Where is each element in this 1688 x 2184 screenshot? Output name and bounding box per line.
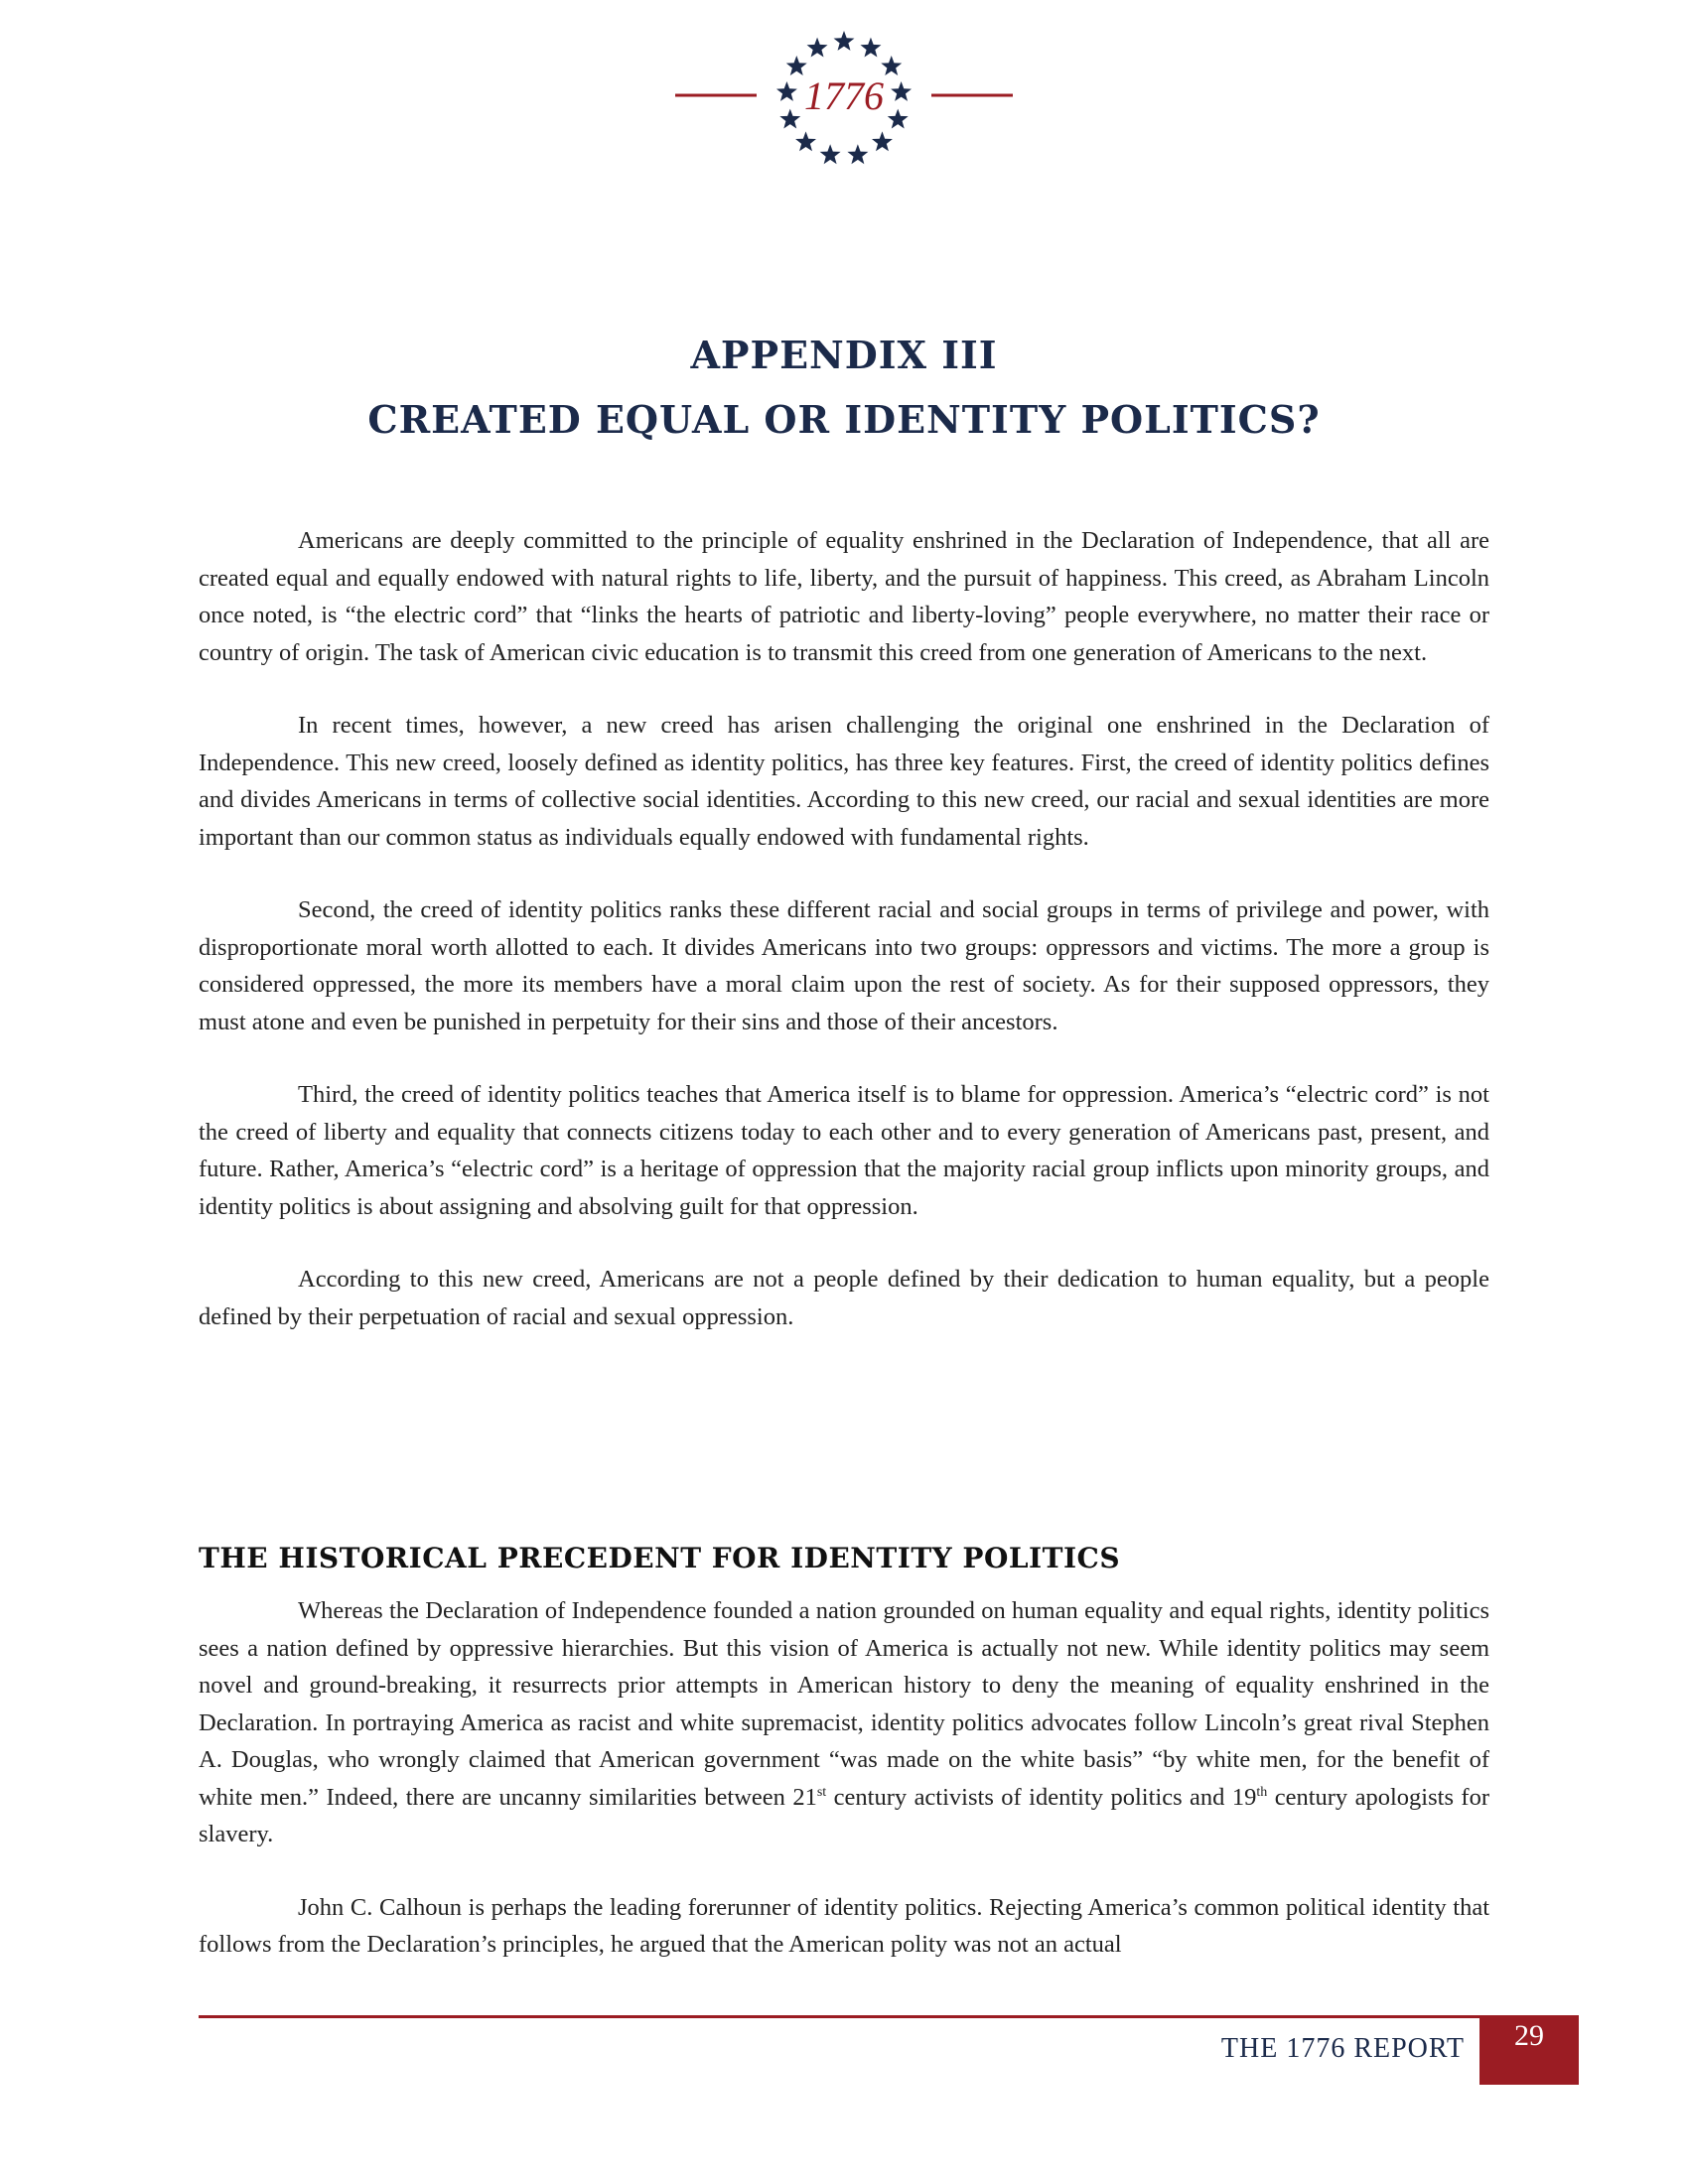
paragraph: According to this new creed, Americans are not a people defined by their dedication to human equality, but a people defined by their perpetuation of racial and sexual oppression. xyxy=(199,1266,1489,1330)
ordinal-suffix: st xyxy=(816,1784,827,1800)
star-icon xyxy=(860,38,881,58)
star-icon xyxy=(847,144,868,164)
paragraph: Second, the creed of identity politics ranks these different racial and social groups in terms of privilege and power, with disproportionate moral worth allotted to each. It divides Americans into two groups: oppressors and victims. The more a group is considered oppressed, the more its members have a moral claim upon the rest of society. As for their supposed oppressors, they must atone and even be punished in perpetuity for their sins and those of their ancestors. xyxy=(199,896,1489,1035)
page-number: 29 xyxy=(1479,2015,1579,2085)
paragraph: John C. Calhoun is perhaps the leading forerunner of identity politics. Rejecting America’s common political identity that follows from the Declaration’s principles, he argued that the American polity was not an actual xyxy=(199,1893,1489,1958)
paragraph: Americans are deeply committed to the principle of equality enshrined in the Declaration of Independence, that all are created equal and equally endowed with natural rights to life, liberty, and the pursuit of happiness. This creed, as Abraham Lincoln once noted, is “the electric cord” that “links the hearts of patriotic and liberty-loving” people everywhere, no matter their race or country of origin. The task of American civic education is to transmit this creed from one generation of Americans to the next. xyxy=(199,527,1489,666)
ordinal-suffix: th xyxy=(1256,1784,1268,1800)
page-title: CREATED EQUAL OR IDENTITY POLITICS? xyxy=(367,397,1321,442)
star-icon xyxy=(795,131,816,151)
appendix-label: APPENDIX III xyxy=(690,333,998,377)
star-icon xyxy=(834,31,855,51)
footer-report-title: THE 1776 REPORT xyxy=(1220,2033,1465,2064)
star-icon xyxy=(891,81,912,101)
seal-1776-icon xyxy=(665,28,1023,177)
paragraph-text: century activists of identity politics and 19 xyxy=(826,1783,1257,1811)
star-icon xyxy=(888,109,909,129)
paragraph-text: century apologists for slavery. xyxy=(199,1783,1490,1847)
paragraph: Third, the creed of identity politics teaches that America itself is to blame for oppression. America’s “electric cord” is not the creed of liberty and equality that connects citizens today to each other and to every generation of Americans past, present, and future. Rather, America’s “electric cord” is a heritage of oppression that the majority racial group inflicts upon minority groups, and identity politics is about assigning and absolving guilt for that oppression. xyxy=(199,1081,1489,1220)
intro-section xyxy=(199,522,1489,1371)
star-icon xyxy=(776,81,797,101)
paragraph-text: Whereas the Declaration of Independence founded a nation grounded on human equality and equal rights, identity politics sees a nation defined by oppressive hierarchies. But this vision of America is actually not new. While identity politics may seem novel and ground-breaking, it resurrects prior attempts in American history to deny the meaning of equality enshrined in the Declaration. In portraying America as racist and white supremacist, identity politics advocates follow Lincoln’s great rival Stephen A. Douglas, who wrongly claimed that American government “was made on the white basis” “by white men, for the benefit of white men.” Indeed, there are uncanny similarities between 21 xyxy=(199,1597,1489,1811)
star-icon xyxy=(807,38,828,58)
star-icon xyxy=(881,56,902,75)
logo-year: 1776 xyxy=(804,73,884,118)
star-icon xyxy=(779,109,800,129)
star-icon xyxy=(786,56,807,75)
section-heading: THE HISTORICAL PRECEDENT FOR IDENTITY POLITICS xyxy=(199,1542,1121,1574)
precedent-section xyxy=(199,1592,1489,1999)
paragraph: In recent times, however, a new creed has arisen challenging the original one enshrined in the Declaration of Independence. This new creed, loosely defined as identity politics, has three key features. First, the creed of identity politics defines and divides Americans in terms of collective social identities. According to this new creed, our racial and sexual identities are more important than our common status as individuals equally endowed with fundamental rights. xyxy=(199,712,1489,851)
star-icon xyxy=(872,131,893,151)
paragraph xyxy=(199,1592,1489,1853)
logo xyxy=(0,0,1688,199)
footer-divider xyxy=(199,2015,1479,2018)
star-icon xyxy=(820,144,841,164)
